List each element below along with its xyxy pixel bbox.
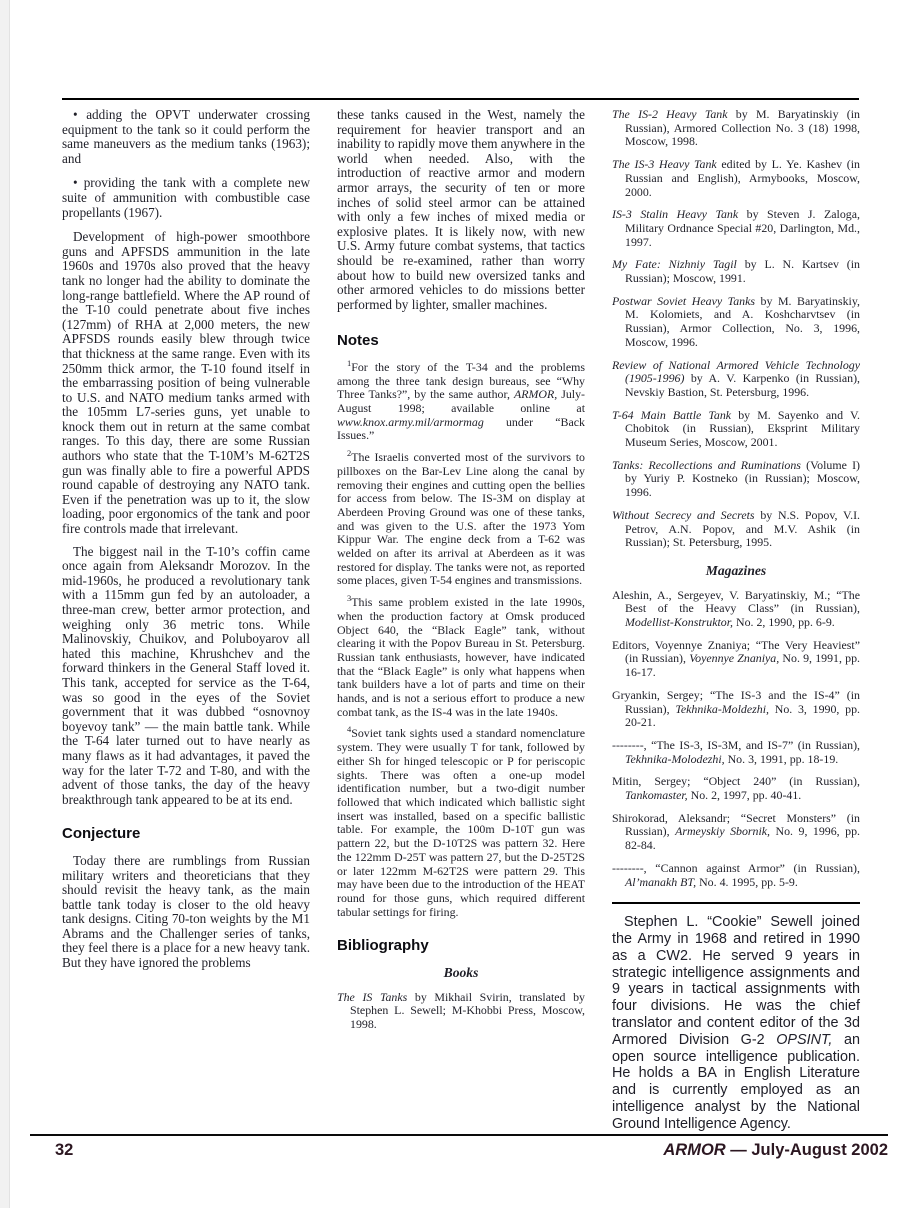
paragraph: The biggest nail in the T-10’s coffin came once again from Aleksandr Morozov. In the mid-1960s, he produced a revolutionary tank with a 115mm gun fed by an autoloader, a three-man crew, better armor protection, and weighing only 36 metric tons. While Malinovskiy, Chuikov, and Poluboyarov all hated this machine, Khrushchev and the forward thinkers in the General Staff loved it. This tank, accepted for service as the T-64, was so good in the eyes of the Soviet government that it was dubbed “osnovnoy boyevoy tank” — the main battle tank. While the T-64 later turned out to have nearly as many flaws as it had advantages, it paved the way for the later T-72 and T-80, and with the advent of those tanks, the day of the heavy breakthrough tank appeared to be at its end. (62, 543, 310, 807)
bibliography-magazine-entry: Aleshin, A., Sergeyev, V. Baryatinskiy, M.; “The Best of the Heavy Class” (in Russian), Modellist-Konstruktor, No. 2, 1990, pp. 6-9. (612, 587, 860, 629)
section-heading-bibliography: Bibliography (337, 937, 429, 955)
footnote: $^1$For the story of the T-34 and the problems among the three tank design bureaus, see “Why Three Tanks?”, by the same author, ARMOR, July-August 1998; available online at www.knox.army.mil/armormag under “Back Issues.” (337, 357, 585, 443)
bibliography-magazine-entry: --------, “Cannon against Armor” (in Russian), Al’manakh BT, No. 4. 1995, pp. 5-9. (612, 860, 860, 889)
subheading-books: Books (443, 964, 479, 980)
bibliography-magazine-entry: --------, “The IS-3, IS-3M, and IS-7” (in Russian), Tekhnika-Molodezhi, No. 3, 1991, pp. 18-19. (612, 737, 860, 766)
footnote: $^4$Soviet tank sights used a standard nomenclature system. They were usually T for tank, followed by either Sh for hinged telescopic or P for periscopic sights. There was often a one-up model identification number, but a two-digit number followed that which indicated which ballistic sight insert was installed, based on a specific ballistic table. For example, the 100m D-10T gun was pattern 22, but the D-10T2S was pattern 32. Here the 122mm D-25T was pattern 27, but the D-25T2S or later 122mm M-62T2S were pattern 29. This may have been due to the introduction of the HEAT round for those guns, which required different tabular settings for firing. (337, 724, 585, 919)
bullet-item: • providing the tank with a complete new suite of ammunition with combustible case propellants (1967). (62, 175, 310, 220)
bibliography-book-entry: My Fate: Nizhniy Tagil by L. N. Kartsev (in Russian); Moscow, 1991. (612, 257, 861, 286)
section-heading-conjecture: Conjecture (62, 825, 141, 843)
author-bio: Stephen L. “Cookie” Sewell joined the Army in 1968 and retired in 1990 as a CW2. He served 9 years in strategic intelligence assignments and 9 years in tactical assignments with four divisions. He was the chief translator and content editor of the 3d Armored Division G-2 OPSINT, an open source intelligence publication. He holds a BA in English Literature and is currently employed as an intelligence analyst by the National Ground Intelligence Agency. (612, 914, 860, 1132)
section-heading-notes: Notes (337, 332, 379, 350)
paragraph: Development of high-power smoothbore guns and APFSDS ammunition in the late 1960s and 1970s also proved that the heavy tank no longer had the ability to dominate the long-range battlefield. Where the AP round of the T-10 could penetrate about five inches (127mm) of RHA at 2,000 meters, the new APFSDS rounds easily blew through twice that thickness at the same range. Even with its 250mm thick armor, the T-10 found itself in the embarrassing position of being vulnerable to U.S. and NATO medium tanks armed with the 105mm L7-series guns, yet unable to knock them out in return at the same combat ranges. To this day, there are some Russian authors who state that the T-10M’s M-62T2S gun was finally able to fire a powerful APDS round capable of destroying any NATO tank. Even if the penetration was up to it, the slow loading, poor ergonomics of the tank and poor fire controls made that irrelevant. (62, 229, 310, 537)
column-right (612, 108, 860, 1147)
footer-rule (30, 1134, 888, 1136)
bibliography-book-entry: T-64 Main Battle Tank by M. Sayenko and V. Chobitok (in Russian), Eksprint Military Museum Series, Moscow, 2001. (612, 407, 860, 450)
bibliography-book-entry: Review of National Armored Vehicle Technology (1905-1996) by A. V. Karpenko (in Russian), Nevskiy Bastion, St. Petersburg, 1996. (612, 357, 860, 399)
subheading-magazines: Magazines (705, 562, 767, 578)
bibliography-magazine-entry: Shirokorad, Aleksandr; “Secret Monsters” (in Russian), Armeyskiy Sbornik, No. 9, 1996, pp. 82-84. (612, 810, 860, 853)
bibliography-magazine-entry: Mitin, Sergey; “Object 240” (in Russian), Tankomaster, No. 2, 1997, pp. 40-41. (612, 774, 860, 803)
column-left (62, 108, 310, 979)
bullet-item: • adding the OPVT underwater crossing equipment to the tank so it could perform the same maneuvers as the medium tanks (1963); and (62, 107, 310, 166)
column-middle (337, 108, 585, 1041)
bibliography-book-entry: The IS-2 Heavy Tank by M. Baryatinskiy (in Russian), Armored Collection No. 3 (18) 1998, Moscow, 1998. (612, 107, 860, 149)
author-bio-divider (612, 902, 860, 904)
bibliography-book-entry: Tanks: Recollections and Ruminations (Volume I) by Yuriy P. Kostneko (in Russian); Moscow, 1996. (612, 457, 860, 500)
books-list-continued (612, 108, 860, 550)
bibliography-book-entry: Postwar Soviet Heavy Tanks by M. Baryatinskiy, M. Kolomiets, and A. Koshcharvtsev (in Russian), Armor Collection, No. 3, 1996, Moscow, 1996. (612, 293, 860, 349)
footnote: $^3$This same problem existed in the late 1990s, when the production factory at Omsk produced Object 640, the “Black Eagle” tank, without clearing it with the Popov Bureau in St. Petersburg. Russian tank enthusiasts, however, have indicated that the “Black Eagle” is only what happens when tank builders have a lot of parts and time on their hands, and is not a serious effort to produce a new combat tank, as the IS-4 was in the late 1940s. (337, 593, 585, 719)
bibliography-book-entry: Without Secrecy and Secrets by N.S. Popov, V.I. Petrov, A.N. Popov, and M.V. Ashik (in Russian); St. Petersburg, 1995. (612, 507, 861, 550)
paragraph: these tanks caused in the West, namely the requirement for heavier transport and an inability to rapidly move them anywhere in the world when needed. Also, with the introduction of reactive armor and modern armor arrays, the security of ten or more inches of solid steel armor can be attained with only a few inches of mixed media or explosive plates. It is likely now, with new U.S. Army future combat systems, that tactics should be re-examined, rather than worry about how to build new oversized tanks and other armored vehicles to do missions better performed by lighter, smaller machines. (337, 107, 585, 312)
top-rule (62, 98, 859, 100)
paragraph: Today there are rumblings from Russian military writers and theoreticians that they should revisit the heavy tank, as the main battle tank today is closer to the old heavy tank designs. Citing 70-ton weights by the M1 Abrams and the Challenger series of tanks, they feel there is a place for a new heavy tank. But they have ignored the problems (62, 852, 310, 971)
bibliography-book-entry: The IS Tanks by Mikhail Svirin, translated by Stephen L. Sewell; M-Khobbi Press, Moscow, 1998. (337, 989, 586, 1031)
bibliography-book-entry: IS-3 Stalin Heavy Tank by Steven J. Zaloga, Military Ordnance Special #20, Darlington, Md., 1997. (612, 207, 861, 249)
bibliography-magazine-entry: Gryankin, Sergey; “The IS-3 and the IS-4” (in Russian), Tekhnika-Moldezhi, No. 3, 1990, pp. 20-21. (612, 687, 860, 730)
bibliography-magazine-entry: Editors, Voyennye Znaniya; “The Very Heaviest” (in Russian), Voyennye Znaniya, No. 9, 1991, pp. 16-17. (612, 637, 861, 680)
footnotes-list (337, 357, 585, 919)
scan-edge-artifact (0, 0, 10, 1208)
footnote: $^2$The Israelis converted most of the survivors to pillboxes on the Bar-Lev Line along the canal by removing their engines and cutting open the bellies for access from below. The IS-3M on display at Aberdeen Proving Ground was one of these tanks, and was given to the U.S. after the 1973 Yom Kippur War. The engine deck from a T-62 was welded on after its arrival at Aberdeen as it was restored for display. The tanks were not, as reported some places, given T-54 engines and transmissions. (337, 448, 585, 588)
books-list (337, 991, 585, 1032)
bibliography-book-entry: The IS-3 Heavy Tank edited by L. Ye. Kashev (in Russian and English), Armybooks, Moscow, 2000. (612, 157, 860, 199)
magazines-list (612, 589, 860, 890)
journal-footer: ARMOR — July-August 2002 (663, 1141, 888, 1159)
page-number: 32 (55, 1141, 74, 1159)
